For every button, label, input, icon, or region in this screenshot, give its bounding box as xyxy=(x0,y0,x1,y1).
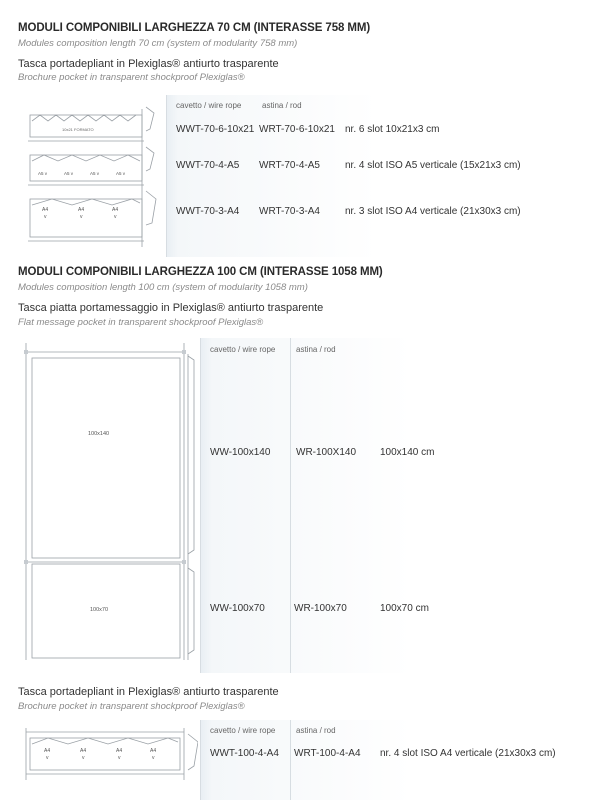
drawing-label-a5-1: A5 v xyxy=(38,171,48,176)
drawing-label-s3-a4-2v: v xyxy=(82,755,85,761)
profile-row2 xyxy=(146,147,154,171)
section3-row1-desc: nr. 4 slot ISO A4 verticale (21x30x3 cm) xyxy=(380,748,556,759)
section2-drawing xyxy=(18,338,198,668)
section2-row2-wire: WW-100x70 xyxy=(210,603,265,614)
section3-col-rod: astina / rod xyxy=(296,726,336,735)
section1-panel xyxy=(166,95,518,257)
flat-pocket-100x140 xyxy=(32,358,180,558)
drawing-label-s3-a4-4: A4 xyxy=(150,748,157,754)
drawing-label-a4-3v: v xyxy=(114,214,117,220)
section1-row1-rod: WRT-70-6-10x21 xyxy=(259,124,335,135)
pocket-row1-slots xyxy=(32,115,136,121)
drawing-label-a4-2: A4 xyxy=(78,207,85,213)
drawing-label-a5-4: A5 v xyxy=(116,171,126,176)
section1-product-title: Tasca portadepliant in Plexiglas® antiurto trasparente xyxy=(18,58,279,70)
section2-row2-desc: 100x70 cm xyxy=(380,603,429,614)
drawing-label-a4-1: A4 xyxy=(42,207,49,213)
drawing-label-s3-a4-3v: v xyxy=(118,755,121,761)
section2-row2-rod: WR-100x70 xyxy=(294,603,347,614)
pocket-row2 xyxy=(30,155,142,181)
profile-row1 xyxy=(146,107,154,131)
section1-row1-wire: WWT-70-6-10x21 xyxy=(176,124,255,135)
section3-row1-rod: WRT-100-4-A4 xyxy=(294,748,361,759)
section2-subtitle: Modules composition length 100 cm (system of modularity 1058 mm) xyxy=(18,282,308,293)
drawing-label-a4-2v: v xyxy=(80,214,83,220)
section3-panel-edge xyxy=(200,720,201,800)
section3-product-subtitle: Brochure pocket in transparent shockproof Plexiglas® xyxy=(18,701,245,712)
section1-row3-wire: WWT-70-3-A4 xyxy=(176,206,240,217)
section3-row1-wire: WWT-100-4-A4 xyxy=(210,748,279,759)
section2-product-title: Tasca piatta portamessaggio in Plexiglas® antiurto trasparente xyxy=(18,302,324,314)
section1-col-rod: astina / rod xyxy=(262,101,302,110)
section1-row2-wire: WWT-70-4-A5 xyxy=(176,160,240,171)
section3-col-wire: cavetto / wire rope xyxy=(210,726,276,735)
drawing-label-a4-1v: v xyxy=(44,214,47,220)
drawing-label-s3-a4-2: A4 xyxy=(80,748,87,754)
section1-drawing xyxy=(18,95,168,255)
drawing-label-a4-3: A4 xyxy=(112,207,119,213)
section2-panel-edge xyxy=(200,338,201,673)
drawing-label-s3-a4-3: A4 xyxy=(116,748,123,754)
pocket-row1 xyxy=(30,115,142,137)
section1-row2-rod: WRT-70-4-A5 xyxy=(259,160,320,171)
drawing-label-s3-a4-4v: v xyxy=(152,755,155,761)
section2-col-wire: cavetto / wire rope xyxy=(210,345,276,354)
section2-row1-rod: WR-100X140 xyxy=(296,447,357,458)
pocket-row3-slots xyxy=(32,199,140,205)
drawing-label-100x140: 100x140 xyxy=(88,431,110,437)
section3-product-title: Tasca portadepliant in Plexiglas® antiurto trasparente xyxy=(18,686,279,698)
drawing-label-a5-2: A5 v xyxy=(64,171,74,176)
section1-row3-desc: nr. 3 slot ISO A4 verticale (21x30x3 cm) xyxy=(345,206,521,217)
section1-row2-desc: nr. 4 slot ISO A5 verticale (15x21x3 cm) xyxy=(345,160,521,171)
section1-row3-rod: WRT-70-3-A4 xyxy=(259,206,320,217)
section1-subtitle: Modules composition length 70 cm (system of modularity 758 mm) xyxy=(18,38,298,49)
drawing-label-a5-3: A5 v xyxy=(90,171,100,176)
section1-col-wire: cavetto / wire rope xyxy=(176,101,242,110)
section2-title: MODULI COMPONIBILI LARGHEZZA 100 CM (INTERASSE 1058 MM) xyxy=(18,266,383,278)
section1-row1-desc: nr. 6 slot 10x21x3 cm xyxy=(345,124,440,135)
profile-row3 xyxy=(146,191,156,225)
section1-title: MODULI COMPONIBILI LARGHEZZA 70 CM (INTERASSE 758 MM) xyxy=(18,22,371,34)
pocket-row3 xyxy=(30,199,142,237)
section3-drawing xyxy=(18,722,198,792)
section3-panel-divider xyxy=(290,720,291,800)
drawing-label-s3-a4-1: A4 xyxy=(44,748,51,754)
drawing-label-100x70: 100x70 xyxy=(90,607,109,613)
section2-product-subtitle: Flat message pocket in transparent shockproof Plexiglas® xyxy=(18,317,264,328)
drawing-label-row1: 10x21 FORMATO xyxy=(62,127,94,132)
pocket-row2-slots xyxy=(32,155,140,161)
section2-panel xyxy=(200,338,552,673)
section2-row1-wire: WW-100x140 xyxy=(210,447,271,458)
drawing-label-s3-a4-1v: v xyxy=(46,755,49,761)
section2-row1-desc: 100x140 cm xyxy=(380,447,435,458)
pocket-row-a4-slots xyxy=(32,738,178,744)
section1-product-subtitle: Brochure pocket in transparent shockproof Plexiglas® xyxy=(18,72,245,83)
section2-panel-divider xyxy=(290,338,291,673)
section2-col-rod: astina / rod xyxy=(296,345,336,354)
